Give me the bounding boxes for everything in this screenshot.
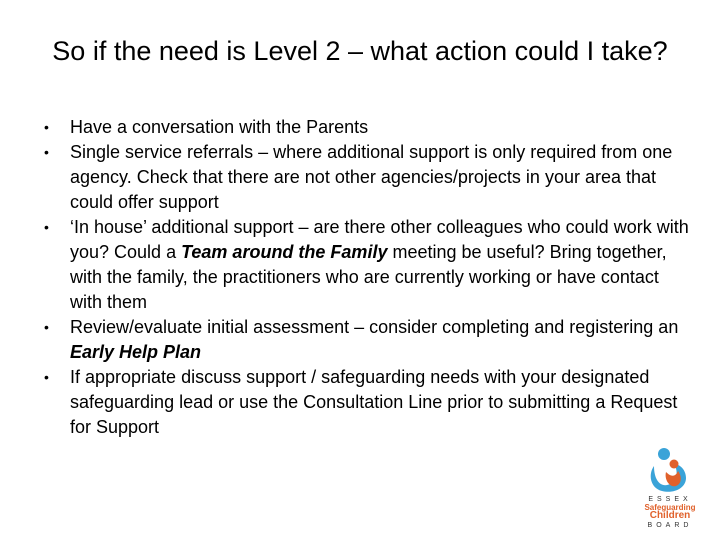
bullet-dot: • <box>44 119 49 135</box>
bullet-text: meeting be useful? Bring together, with the family, the practitioners who are currently working or have contact with them <box>70 242 667 312</box>
bullet-item <box>0 140 700 215</box>
bullet-dot: • <box>44 144 49 160</box>
bullet-dot: • <box>44 319 49 335</box>
bullet-item <box>0 365 700 440</box>
bullet-item <box>0 215 700 315</box>
bullet-text: Have a conversation with the Parents <box>70 117 369 137</box>
logo-text-children: Children <box>649 510 691 521</box>
slide-title: So if the need is Level 2 – what action could I take? <box>52 36 668 66</box>
bullet-item <box>0 315 700 365</box>
logo-text-essex: ESSEX <box>648 496 692 503</box>
bullet-text: Single service referrals – where additional support is only required from one agency. Check that there are not other agencies/projects in your area that could offer support <box>70 142 673 212</box>
essex-safeguarding-logo <box>630 444 710 530</box>
bullet-text: ‘In house’ additional support – are there other colleagues who could work with you? Could a <box>70 217 689 262</box>
bullet-dot: • <box>44 369 49 385</box>
figures-logo-icon <box>630 444 710 496</box>
bullet-emphasis: Team around the Family <box>181 242 388 262</box>
bullet-list <box>0 115 700 440</box>
bullet-text: If appropriate discuss support / safeguarding needs with your designated safeguarding lead or use the Consultation Line prior to submitting a Request for Support <box>70 367 678 437</box>
bullet-dot: • <box>44 219 49 235</box>
bullet-emphasis: Early Help Plan <box>70 342 202 362</box>
bullet-item <box>0 115 700 140</box>
logo-text-board: BOARD <box>647 522 693 529</box>
logo-text-safeguarding: Safeguarding <box>644 503 696 512</box>
bullet-text: Review/evaluate initial assessment – consider completing and registering an <box>70 317 679 337</box>
